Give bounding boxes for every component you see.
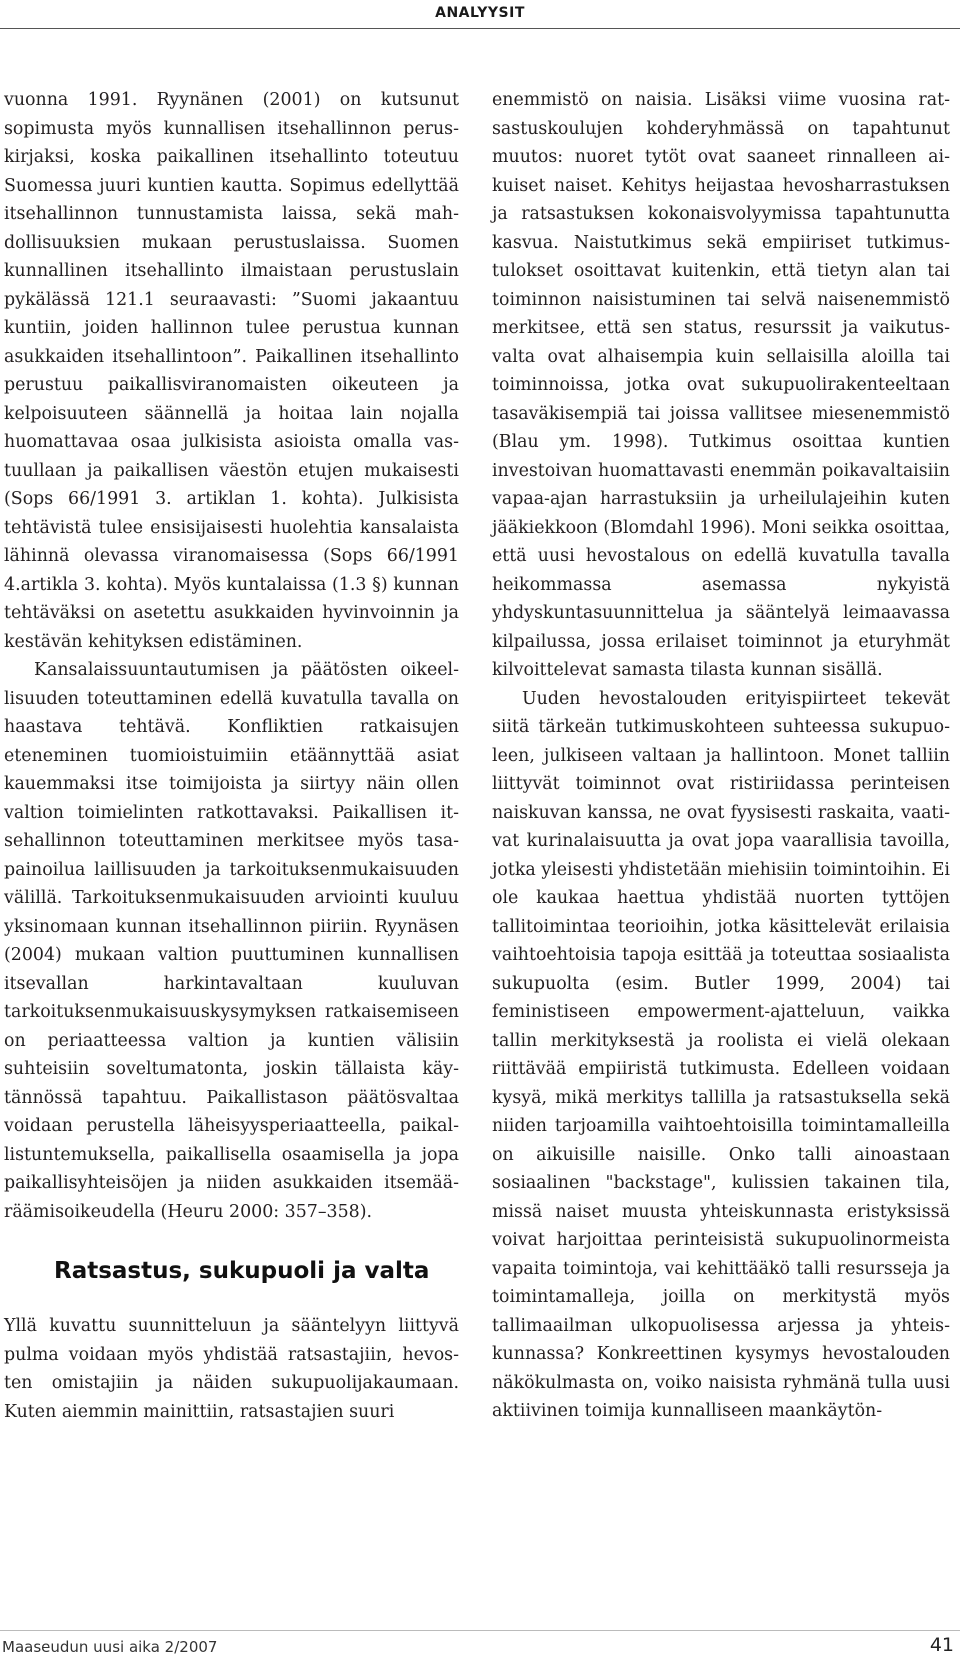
header-rule	[0, 28, 960, 29]
section-label: ANALYYSIT	[435, 5, 525, 21]
footer-rule	[0, 1630, 960, 1631]
right-paragraph-1: enemmistö on naisia. Lisäksi viime vuosina ratsastuskoulujen kohderyhmässä on tapahtunut muutos: nuoret tytöt ovat saaneet rinnalleen aikuiset naiset. Kehitys heijastaa hevosharrastuksen ja ratsastuksen kokonaisvolyymissa tapahtunutta kasvua. Naistutkimus sekä empiiriset tutkimustulokset osoittavat kuitenkin, että tietyn alan tai toiminnon naisistuminen tai selvä naisenemmistö merkitsee, että sen status, resurssit ja vaikutusvalta ovat alhaisempia kuin sellaisilla aloilla tai toiminnoissa, jotka ovat sukupuolirakenteeltaan tasaväkisempiä tai joissa vallitsee miesenemmistö (Blau ym. 1998). Tutkimus osoittaa kuntien investoivan huomattavasti enemmän poikavaltaisiin vapaa-ajan harrastuksiin ja urheilulajeihin kuten jääkiekkoon (Blomdahl 1996). Moni seikka osoittaa, että uusi hevostalous on edellä kuvatulla tavalla heikommassa asemassa nykyistä yhdyskuntasuunnittelua ja sääntelyä leimaavassa kilpailussa, jossa erilaiset toiminnot ja eturyhmät kilvoittelevat samasta tilasta kunnan sisällä.	[492, 90, 950, 680]
left-paragraph-1: vuonna 1991. Ryynänen (2001) on kutsunut sopimusta myös kunnallisen itsehallinnon peruskirjaksi, koska paikallinen itsehallinto toteutuu Suomessa juuri kuntien kautta. Sopimus edellyttää itsehallinnon tunnustamista laissa, sekä mahdollisuuksien mukaan perustuslaissa. Suomen kunnallinen itsehallinto ilmaistaan perustuslain pykälässä 121.1 seuraavasti: ”Suomi jakaantuu kuntiin, joiden hallinnon tulee perustua kunnan asukkaiden itsehallintoon”. Paikallinen itsehallinto perustuu paikallisviranomaisten oikeuteen ja kelpoisuuteen säännellä ja hoitaa lain nojalla huomattavaa osaa julkisista asioista omalla vastuullaan ja paikallisen väestön etujen mukaisesti (Sops 66/1991 3. artiklan 1. kohta). Julkisista tehtävistä tulee ensisijaisesti huolehtia kansalaista lähinnä olevassa viranomaisessa (Sops 66/1991 4.artikla 3. kohta). Myös kuntalaissa (1.3 §) kunnan tehtäväksi on asetettu asukkaiden hyvinvoinnin ja kestävän kehityksen edistäminen.	[4, 90, 459, 652]
page-header	[0, 0, 960, 30]
left-column	[4, 86, 459, 1426]
right-column	[492, 86, 950, 1426]
left-paragraph-3: Yllä kuvattu suunnitteluun ja sääntelyyn liittyvä pulma voidaan myös yhdistää ratsastajiin, hevosten omistajiin ja näiden sukupuolijakaumaan. Kuten aiemmin mainittiin, ratsastajien suuri	[4, 1316, 459, 1422]
right-paragraph-2: Uuden hevostalouden erityispiirteet tekevät siitä tärkeän tutkimuskohteen suhteessa sukupuoleen, julkiseen valtaan ja hallintoon. Monet talliin liittyvät toiminnot ovat ristiriidassa perinteisen naiskuvan kanssa, ne ovat fyysisesti raskaita, vaativat kurinalaisuutta ja ovat jopa vaarallisia tavoilla, jotka yleisesti yhdistetään miehisiin toimintoihin. Ei ole kaukaa haettua yhdistää nuorten tyttöjen tallitoimintaa teorioihin, jotka käsittelevät erilaisia vaihtoehtoisia tapoja esittää ja toteuttaa sosiaalista sukupuolta (esim. Butler 1999, 2004) tai feministiseen empowerment-ajatteluun, vaikka tallin merkityksestä ja roolista ei vielä olekaan riittävää empiiristä tutkimusta. Edelleen voidaan kysyä, mikä merkitys tallilla ja ratsastuksella sekä niiden tarjoamilla vaihtoehtoisilla toimintamalleilla on aikuisille naisille. Onko talli ainoastaan sosiaalinen "backstage", kulissien takainen tila, missä naiset muusta yhteiskunnasta eristyksissä voivat harjoittaa perinteisistä sukupuolinormeista vapaita toimintoja, vai kehittääkö talli resursseja ja toimintamalleja, joilla on merkitystä myös tallimaailman ulkopuolisessa arjessa ja yhteiskunnassa? Konkreettinen kysymys hevostalouden näkökulmasta on, voiko naisista ryhmänä tulla uusi aktiivinen toimija kunnalliseen maankäytön-	[492, 688, 950, 1421]
left-paragraph-2: Kansalaissuuntautumisen ja päätösten oikeellisuuden toteuttaminen edellä kuvatulla tavalla on haastava tehtävä. Konfliktien ratkaisujen eteneminen tuomioistuimiin etäännyttää asiat kauemmaksi itse toimijoista ja siirtyy näin ollen valtion toimielinten ratkottavaksi. Paikallisen itsehallinnon toteuttaminen merkitsee myös tasapainoilua laillisuuden ja tarkoituksenmukaisuuden välillä. Tarkoituksenmukaisuuden arviointi kuuluu yksinomaan kunnan itsehallinnon piiriin. Ryynäsen (2004) mukaan valtion puuttuminen kunnallisen itsevallan harkintavaltaan kuuluvan tarkoituksenmukaisuuskysymyksen ratkaisemiseen on periaatteessa valtion ja kuntien välisiin suhteisiin soveltumatonta, joskin tällaista käytännössä tapahtuu. Paikallistason päätösvaltaa voidaan perustella läheisyysperiaatteella, paikallistuntemuksella, paikallisella osaamisella ja jopa paikallisyhteisöjen ja niiden asukkaiden itsemääräämisoikeudella (Heuru 2000: 357–358).	[4, 660, 459, 1222]
page-number: 41	[929, 1634, 954, 1656]
section-heading: Ratsastus, sukupuoli ja valta	[54, 1258, 430, 1284]
page-footer	[0, 1630, 960, 1662]
journal-name: Maaseudun uusi aika 2/2007	[2, 1638, 218, 1656]
